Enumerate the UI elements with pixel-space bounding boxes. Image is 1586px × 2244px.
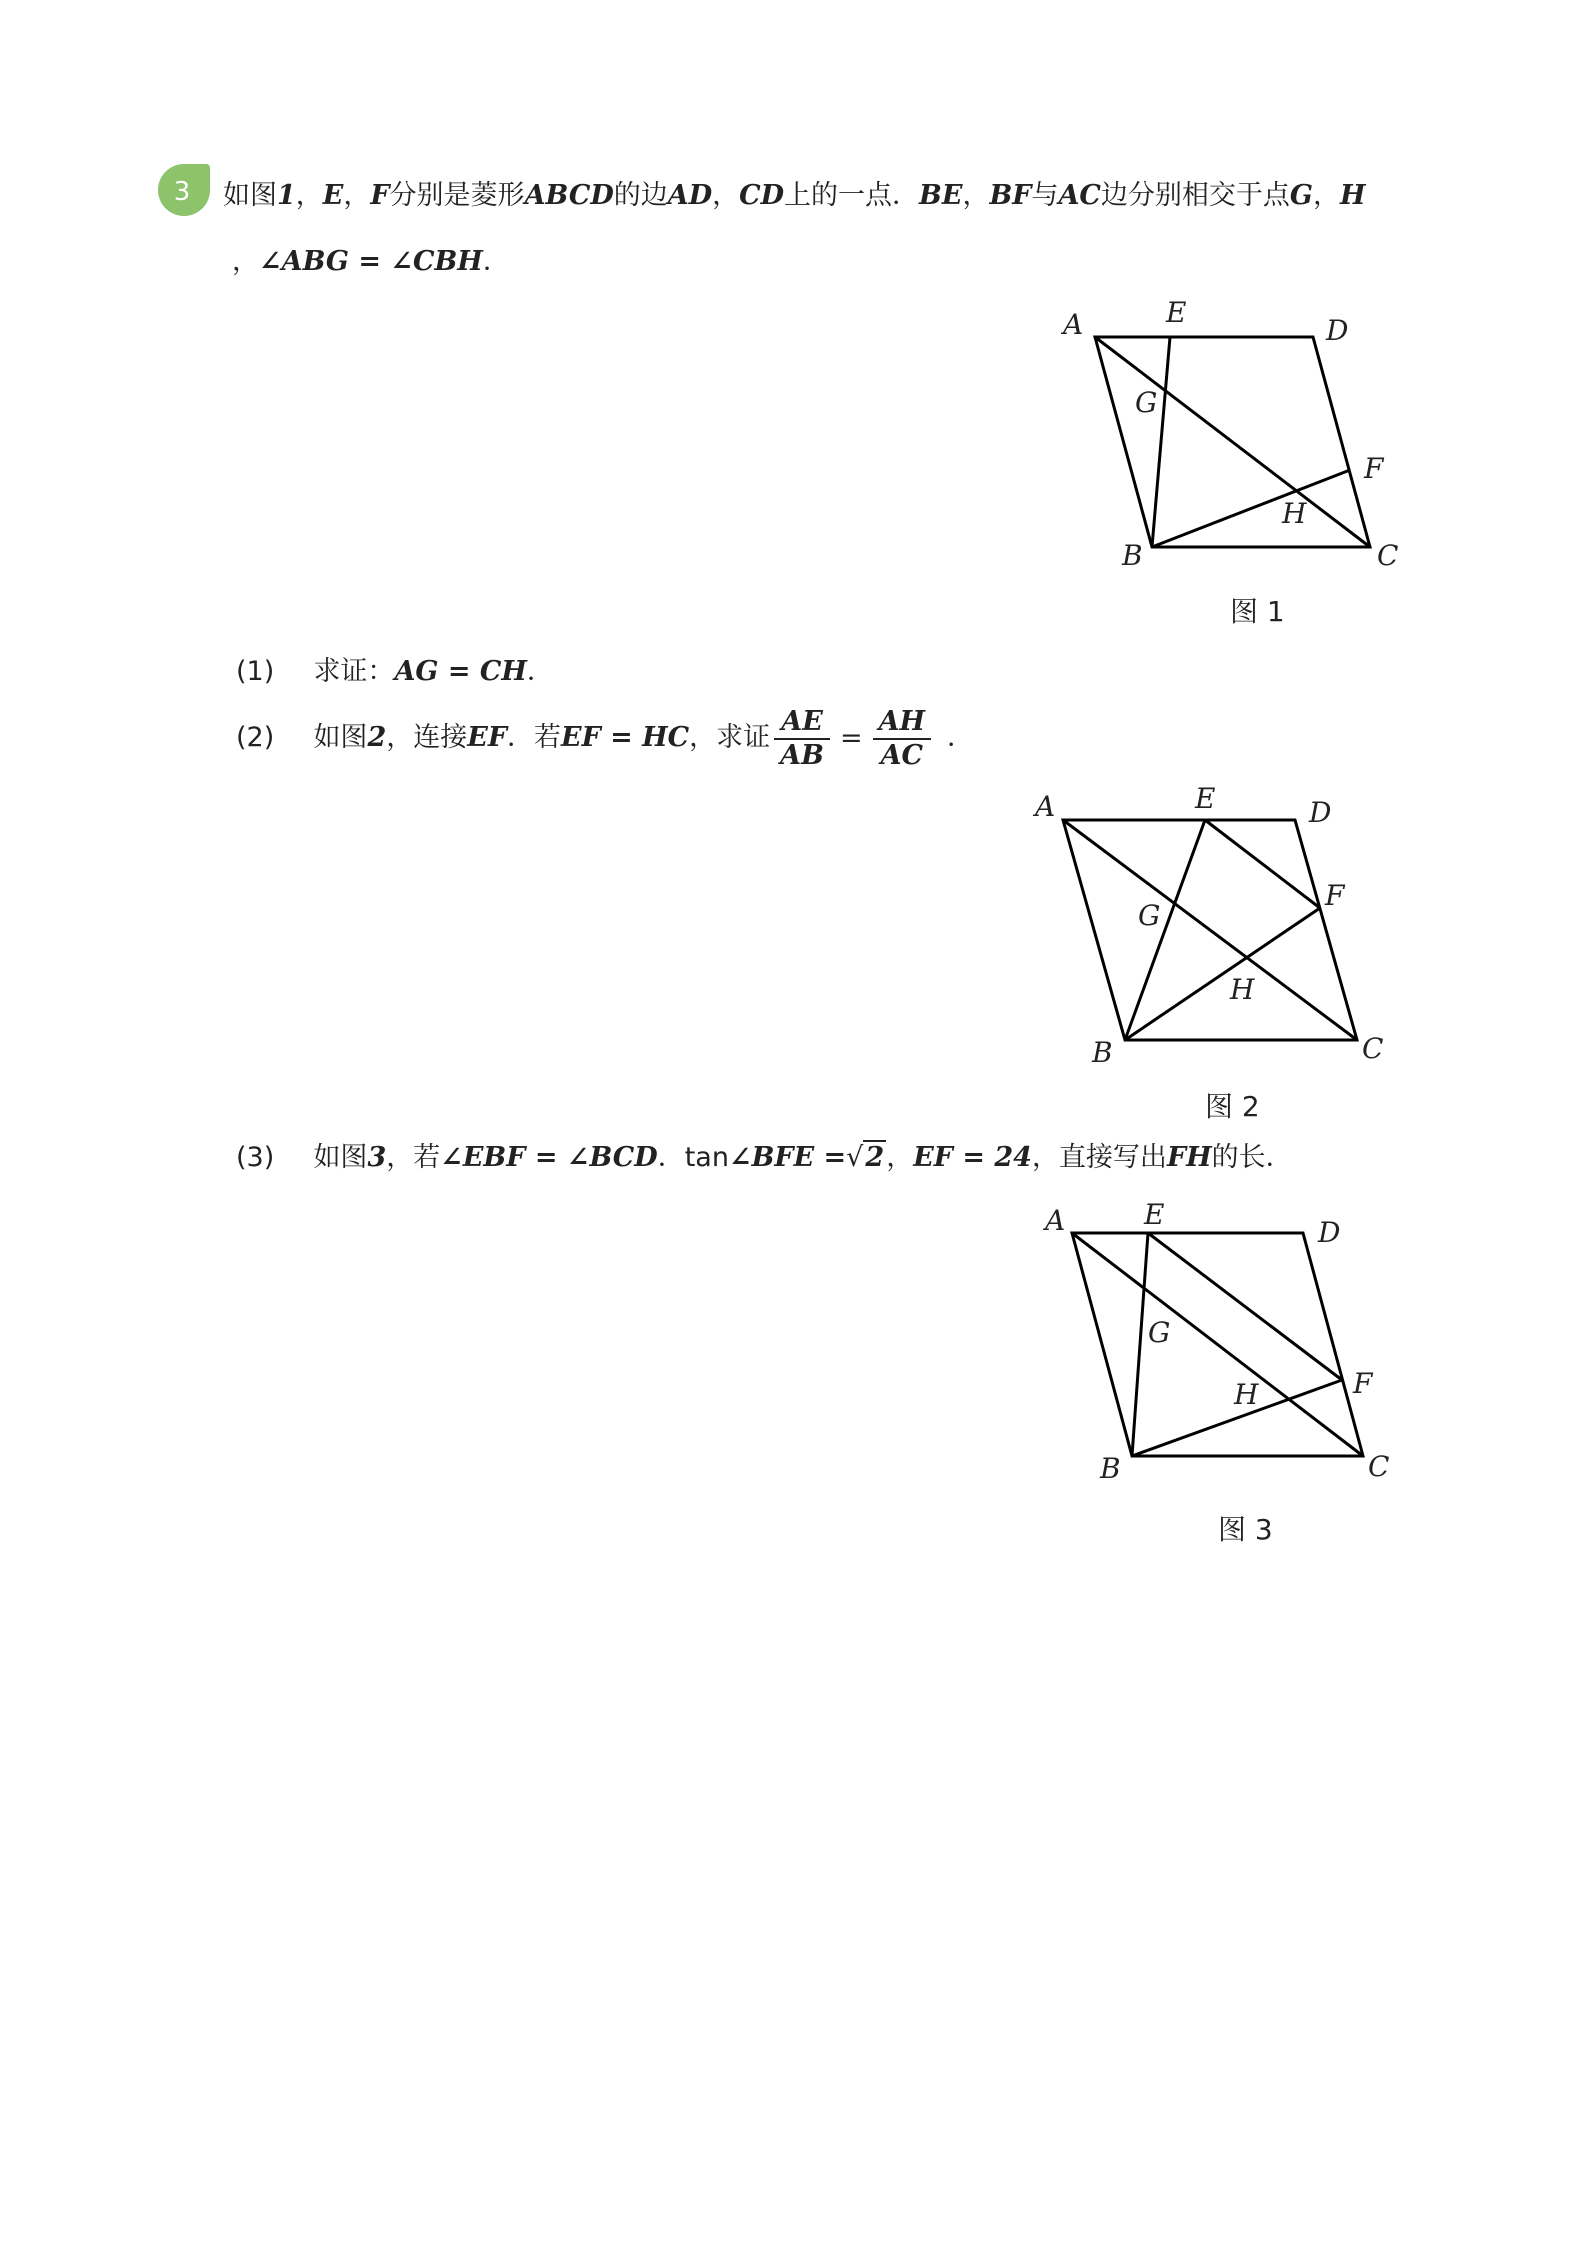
segment-be <box>1132 1233 1148 1456</box>
fig1-label-c: C <box>1377 539 1399 570</box>
segment-ac <box>1063 820 1357 1040</box>
figure-2-diagram <box>1020 775 1420 1065</box>
text-run: ， <box>1312 180 1340 211</box>
math-expression: ∠EBF = ∠BCD <box>440 1142 658 1173</box>
part-2 <box>236 700 974 776</box>
math-expression: BF <box>989 180 1032 211</box>
fig1-label-e: E <box>1166 296 1187 329</box>
math-expression: FH <box>1166 1142 1212 1173</box>
text-run: tan <box>684 1142 729 1173</box>
part-3-content <box>313 1142 846 1173</box>
question-intro-line2 <box>232 244 510 280</box>
part-3-label: (3) <box>236 1142 275 1173</box>
part-2-label: (2) <box>236 722 275 753</box>
math-expression: EF = 24 <box>913 1142 1032 1173</box>
math-expression: AD <box>667 180 713 211</box>
fraction-2-numerator: AH <box>873 706 931 740</box>
radicand: 2 <box>865 1142 885 1173</box>
math-expression: G <box>1289 180 1313 211</box>
segment-be <box>1152 337 1170 547</box>
math-expression: EF <box>467 722 507 753</box>
figure-1-diagram <box>1040 290 1420 570</box>
text-run: ，若 <box>386 1142 441 1173</box>
text-run: ． <box>482 246 510 277</box>
part-2-content <box>313 722 770 753</box>
equals-sign: = <box>839 722 863 754</box>
text-run: ， <box>295 180 323 211</box>
math-expression: 2 <box>367 722 387 753</box>
figure-3-caption: 图 3 <box>1218 1513 1273 1546</box>
text-run: ，直接写出 <box>1031 1142 1167 1173</box>
fig2-label-g: G <box>1138 899 1161 932</box>
square-root-2 <box>846 1140 886 1173</box>
badge-shape-icon <box>156 162 212 218</box>
text-run: 如图 <box>313 1142 368 1173</box>
text-run: ， <box>712 180 740 211</box>
math-expression: 3 <box>367 1142 387 1173</box>
question-number-badge <box>156 162 212 218</box>
math-expression: 1 <box>277 180 296 211</box>
math-expression: ∠BFE = <box>728 1142 847 1173</box>
text-run: 边分别相交于点 <box>1100 180 1290 211</box>
fig1-label-b: B <box>1122 539 1143 570</box>
fig3-label-b: B <box>1100 1452 1121 1485</box>
math-expression: EF = HC <box>560 722 690 753</box>
fig2-label-a: A <box>1035 790 1056 823</box>
fig3-label-d: D <box>1318 1216 1341 1249</box>
fig1-label-g: G <box>1135 386 1158 419</box>
fig1-label-f: F <box>1364 452 1384 485</box>
part-1-label: (1) <box>236 656 275 687</box>
fraction-ae-ab <box>774 706 830 772</box>
question-number: 3 <box>173 177 191 207</box>
text-run: ． <box>657 1142 685 1173</box>
question-intro-line1 <box>223 178 1365 214</box>
fig2-label-c: C <box>1362 1032 1384 1065</box>
segment-ef <box>1205 820 1320 908</box>
text-run: 的边 <box>613 180 668 211</box>
text-run: ．若 <box>506 722 561 753</box>
fig3-label-g: G <box>1148 1316 1171 1349</box>
fig3-label-e: E <box>1144 1198 1165 1231</box>
fig2-label-e: E <box>1195 782 1216 815</box>
text-run: ， <box>886 1142 914 1173</box>
figure-3-diagram <box>1030 1195 1430 1495</box>
radical-sign-icon: √ <box>846 1142 864 1173</box>
fig2-label-h: H <box>1230 973 1255 1006</box>
text-run: 与 <box>1031 180 1059 211</box>
fig2-label-b: B <box>1092 1036 1113 1065</box>
fig3-label-h: H <box>1234 1378 1259 1411</box>
part-1-content <box>313 656 553 687</box>
math-expression: E <box>322 180 344 211</box>
text-run: 的长． <box>1211 1142 1293 1173</box>
fig3-label-c: C <box>1368 1450 1390 1483</box>
segment-be <box>1125 820 1205 1040</box>
figure-2-caption: 图 2 <box>1205 1090 1260 1123</box>
fig1-label-d: D <box>1326 314 1349 347</box>
math-expression: F <box>370 180 390 211</box>
fig2-label-d: D <box>1309 796 1332 829</box>
math-expression: CD <box>739 180 785 211</box>
fig2-label-f: F <box>1325 879 1345 912</box>
segment-ef <box>1148 1233 1342 1380</box>
text-run: 求证： <box>313 656 395 687</box>
math-expression: BE <box>919 180 963 211</box>
math-expression: H <box>1339 180 1366 211</box>
fig3-label-a: A <box>1045 1204 1066 1237</box>
text-run: ，求证 <box>689 722 771 753</box>
part-3 <box>236 1140 1293 1176</box>
fraction-1-numerator: AE <box>774 706 830 740</box>
text-run: 如图 <box>223 180 277 211</box>
segment-ac <box>1072 1233 1363 1456</box>
fraction-1-denominator: AB <box>780 739 824 771</box>
fig1-label-a: A <box>1063 308 1084 341</box>
text-run: 如图 <box>313 722 368 753</box>
fraction-ah-ac <box>873 706 931 772</box>
math-expression: AG = CH <box>394 656 527 687</box>
fig3-label-f: F <box>1353 1367 1373 1400</box>
text-run: ． <box>526 656 554 687</box>
part-1 <box>236 654 554 690</box>
math-expression: ABCD <box>524 180 614 211</box>
text-run: ， <box>343 180 371 211</box>
math-expression: ∠ABG = ∠CBH <box>259 246 483 277</box>
fraction-2-denominator: AC <box>880 739 924 771</box>
text-run: ， <box>962 180 990 211</box>
math-expression: AC <box>1058 180 1101 211</box>
text-run: ， <box>232 246 259 277</box>
part-3-content-tail <box>886 1142 1292 1173</box>
text-run: 上的一点． <box>784 180 920 211</box>
part-2-end-period: ． <box>947 722 975 753</box>
text-run: ，连接 <box>386 722 468 753</box>
figure-1-caption: 图 1 <box>1230 595 1285 628</box>
fig1-label-h: H <box>1282 497 1307 530</box>
text-run: 分别是菱形 <box>389 180 525 211</box>
